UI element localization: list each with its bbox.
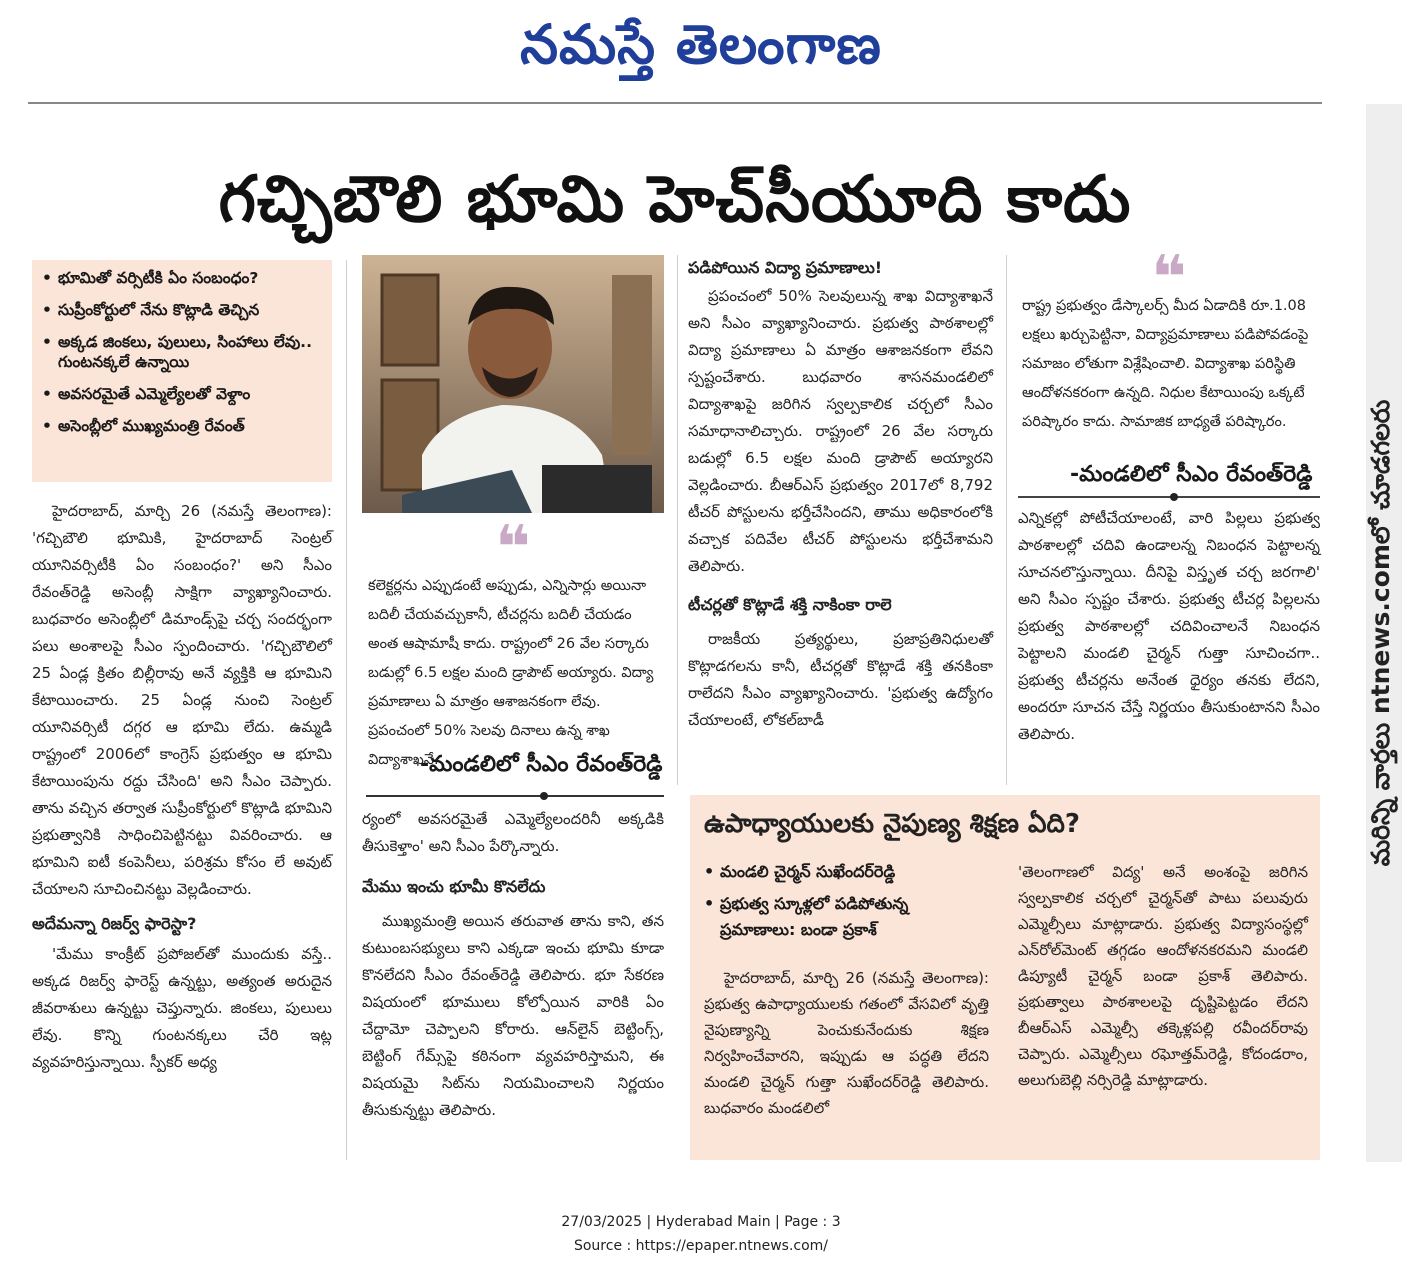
footer-date-edition: 27/03/2025 | Hyderabad Main | Page : 3 xyxy=(561,1214,841,1230)
article-column-2 xyxy=(362,806,664,1124)
quote-attribution-1: -మండలిలో సీఎం రేవంత్‌రెడ్డి xyxy=(420,752,663,777)
story-highlight-item xyxy=(704,859,989,885)
page-footer xyxy=(0,1210,1402,1258)
highlights-box xyxy=(32,260,332,482)
article-paragraph: ర్యంలో అవసరమైతే ఎమ్మెల్యేలందరినీ అక్కడికి తీసుకెళ్తాం' అని సీఎం పేర్కొన్నారు. xyxy=(362,810,664,855)
article-paragraph: ఎన్నికల్లో పోటీచేయాలంటే, వారి పిల్లలు ప్రభుత్వ పాఠశాలల్లో చదివి ఉండాలన్న నిబంధన పెట్టాలన్న సూచనలొస్తున్నాయి. దీనిపై విస్తృత చర్చ జరగాలి' అని సీఎం స్పష్టం చేశారు. ప్రభుత్వ టీచర్ల పిల్లలను ప్రభుత్వ పాఠశాలల్లో చదివించాలనే నిబంధన పెట్టాలని మండలి చైర్మన్ గుత్తా సూచించగా.. ప్రభుత్వ టీచర్లను అనేంత ధైర్యం తనకు లేదని, అందరూ సూచన చేస్తే నిర్ణయం తీసుకుంటానని సీఎం తెలిపారు. xyxy=(1018,509,1320,743)
article-column-1 xyxy=(32,498,332,1076)
article-paragraph: రాజకీయ ప్రత్యర్థులు, ప్రజాప్రతినిధులతో కొట్లాడగలను కానీ, టీచర్లతో కొట్లాడే శక్తి తనకింకా రాలేదని సీఎం వ్యాఖ్యానించారు. 'ప్రభుత్వ ఉద్యోగం చేయాలంటే, లోకల్‌బాడీ xyxy=(688,630,993,729)
article-paragraph: హైదరాబాద్, మార్చి 26 (నమస్తే తెలంగాణ): 'గచ్చిబౌలి భూమికి, హైదరాబాద్ సెంట్రల్ యూనివర్సిటీకి ఏం సంబంధం?' అని సీఎం రేవంత్‌రెడ్డి అసెంబ్లీ సాక్షిగా వ్యాఖ్యానించారు. బుధవారం అసెంబ్లీలో డిమాండ్స్‌పై చర్చ సందర్భంగా పలు అంశాలపై సీఎం స్పందించారు. 'గచ్చిబౌలిలో 25 ఏండ్ల క్రితం బిల్లీరావు అనే వ్యక్తికి ఆ భూమిని కేటాయించారు. 25 ఏండ్ల నుంచి సెంట్రల్ యూనివర్సిటీ దగ్గర ఆ భూమి లేదు. ఉమ్మడి రాష్ట్రంలో 2006లో కాంగ్రెస్ ప్రభుత్వం ఆ భూమి కేటాయింపును రద్దు చేసింది' అని సీఎం చెప్పారు. తాను వచ్చిన తర్వాత సుప్రీంకోర్టులో కొట్లాడి భూమిని ప్రభుత్వానికి సాధించిపెట్టినట్టు వివరించారు. ఆ భూమిని ఐటీ కంపెనీలు, పరిశ్రమ కోసం లే అవుట్ చేయాలని సూచించినట్టు వెల్లడించారు. xyxy=(32,502,332,898)
article-paragraph: 'మేము కాంక్రీట్ ప్రపోజల్‌తో ముందుకు వస్తే.. అక్కడ రిజర్వ్ ఫారెస్ట్ ఉన్నట్టు, అత్యంత అరుదైన జీవరాశులు ఉన్నట్టు చెప్తున్నారు. జింకలు, పులులు లేవు. కొన్ని గుంటనక్కలు చేరి ఇట్ల వ్యవహరిస్తున్నాయి. స్పీకర్ అధ్య xyxy=(32,945,332,1071)
masthead-logo: నమస్తే తెలంగాణ xyxy=(520,12,882,76)
bullet-icon: • xyxy=(704,862,715,881)
divider-dot xyxy=(1170,493,1178,501)
story-title: ఉపాధ్యాయులకు నైపుణ్య శిక్షణ ఏది? xyxy=(704,809,1080,839)
article-paragraph: హైదరాబాద్, మార్చి 26 (నమస్తే తెలంగాణ): ప్రభుత్వ ఉపాధ్యాయులకు గతంలో వేసవిలో వృత్తి నైపుణ్యాన్ని పెంచుకునేందుకు శిక్షణ నిర్వహించేవారని, ఇప్పుడు ఆ పద్ధతి లేదని మండలి చైర్మన్ గుత్తా సుఖేందర్‌రెడ్డి తెలిపారు. బుధవారం మండలిలో xyxy=(704,969,989,1117)
highlight-item: • సుప్రీంకోర్టులో నేను కొట్లాడి తెచ్చిన xyxy=(42,300,324,320)
quote-text-1: కలెక్టర్లను ఎప్పుడంటే అప్పుడు, ఎన్నిసార్లు అయినా బదిలీ చేయవచ్చుకానీ, టీచర్లను బదిలీ చేయడం అంత ఆషామాషీ కాదు. రాష్ట్రంలో 26 వేల సర్కారు బడుల్లో 6.5 లక్షల మంది డ్రాపౌట్ అయ్యారు. విద్యా ప్రమాణాలు ఏ మాత్రం ఆశాజనకంగా లేవు. ప్రపంచంలో 50% సెలవు దినాలు ఉన్న శాఖ విద్యాశాఖనే. xyxy=(368,578,654,768)
highlight-item: • అక్కడ జింకలు, పులులు, సింహాలు లేవు.. గుంటనక్కలే ఉన్నాయి xyxy=(42,332,324,372)
article-column-4 xyxy=(1018,505,1320,748)
subheading: మేము ఇంచు భూమీ కొనలేదు xyxy=(362,877,546,896)
subheading: అదేమన్నా రిజర్వ్ ఫారెస్టా? xyxy=(32,914,197,933)
footer-source: Source : https://epaper.ntnews.com/ xyxy=(573,1238,829,1254)
column-rule xyxy=(1006,255,1007,785)
cm-speaking-photo xyxy=(362,255,664,513)
quote-box-1 xyxy=(362,513,664,583)
story-highlights xyxy=(704,859,989,943)
quote-icon: ❝ xyxy=(1151,243,1187,313)
bullet-icon: • xyxy=(704,894,715,913)
article-paragraph: ముఖ్యమంత్రి అయిన తరువాత తాను కాని, తన కుటుంబసభ్యులు కాని ఎక్కడా ఇంచు భూమి కూడా కొనలేదని సీఎం రేవంత్‌రెడ్డి తెలిపారు. భూ సేకరణ విషయంలో భూములు కోల్పోయిన వారికి ఏం చేద్దామో చెప్పాలని కోరారు. ఆన్‌లైన్ బెట్టింగ్స్, బెట్టింగ్ గేమ్స్‌పై కఠినంగా వ్యవహరిస్తామని, ఈ విషయమై సిట్‌ను నియమించాలని నిర్ణయం తీసుకున్నట్టు తెలిపారు. xyxy=(362,912,664,1119)
story-highlight-text: ప్రభుత్వ స్కూళ్లలో పడిపోతున్న ప్రమాణాలు: బండా ప్రకాశ్ xyxy=(720,894,909,939)
highlight-item: • అవసరమైతే ఎమ్మెల్యేలతో వెళ్దాం xyxy=(42,384,324,404)
story-box-teacher-training xyxy=(690,795,1320,1160)
headline: గచ్చిబౌలి భూమి హెచ్‌సీయూది కాదు xyxy=(218,163,1132,237)
masthead-divider xyxy=(28,102,1322,104)
vertical-promo-text: మరిన్ని వార్తలు ntnews.comలో చూడగలరు xyxy=(1366,399,1395,867)
subheading: పడిపోయిన విద్యా ప్రమాణాలు! xyxy=(688,258,883,277)
highlight-item: • భూమితో వర్సిటీకి ఏం సంబంధం? xyxy=(42,268,324,288)
column-rule xyxy=(677,255,678,785)
highlight-item: • అసెంబ్లీలో ముఖ్యమంత్రి రేవంత్ xyxy=(42,416,324,436)
story-highlight-text: మండలి చైర్మన్ సుఖేందర్‌రెడ్డి xyxy=(720,862,896,881)
vertical-promo-strip xyxy=(1366,104,1402,1162)
article-paragraph: ప్రపంచంలో 50% సెలవులున్న శాఖ విద్యాశాఖనే అని సీఎం వ్యాఖ్యానించారు. ప్రభుత్వ పాఠశాలల్లో విద్యా ప్రమాణాలు ఏ మాత్రం ఆశాజనకంగా లేవని స్పష్టంచేశారు. బుధవారం శాసనమండలిలో విద్యాశాఖపై జరిగిన స్వల్పకాలిక చర్చలో సీఎం సమాధానాలిచ్చారు. రాష్ట్రంలో 26 వేల సర్కారు బడుల్లో 6.5 లక్షల మంది డ్రాపౌట్ అయ్యారని వెల్లడించారు. బీఆర్‌ఎస్ ప్రభుత్వం 2017లో 8,792 టీచర్ పోస్టులను భర్తీచేసిందని, తాము అధికారంలోకి వచ్చాక పదివేల టీచర్ పోస్టులను భర్తీచేశామని తెలిపారు. xyxy=(688,287,993,575)
article-paragraph: 'తెలంగాణలో విద్య' అనే అంశంపై జరిగిన స్వల్పకాలిక చర్చలో చైర్మన్‌తో పాటు పలువురు ఎమ్మెల్సీలు మాట్లాడారు. ప్రభుత్వ విద్యాసంస్థల్లో ఎన్‌రోల్‌మెంట్ తగ్గడం ఆందోళనకరమని మండలి డిప్యూటీ చైర్మన్ బండా ప్రకాశ్ తెలిపారు. ప్రభుత్వాలు పాఠశాలలపై దృష్టిపెట్టడం లేదని బీఆర్‌ఎస్ ఎమ్మెల్సీ తక్కెళ్లపల్లి రవీందర్‌రావు చెప్పారు. ఎమ్మెల్సీలు రఘోత్తమ్‌రెడ్డి, కోదండరాం, అలుగుబెల్లి నర్సిరెడ్డి మాట్లాడారు. xyxy=(1018,863,1308,1089)
quote-attribution-2: -మండలిలో సీఎం రేవంత్‌రెడ్డి xyxy=(1070,462,1313,487)
story-paragraph-left xyxy=(704,965,989,1121)
assembly-photo-image xyxy=(362,255,664,513)
story-paragraph-right xyxy=(1018,859,1308,1093)
subheading: టీచర్లతో కొట్లాడే శక్తి నాకింకా రాలె xyxy=(688,595,892,614)
quote-divider xyxy=(366,795,664,797)
column-rule xyxy=(346,260,347,1160)
divider-dot xyxy=(540,792,548,800)
quote-divider xyxy=(1018,496,1320,498)
story-highlight-item xyxy=(704,891,989,943)
quote-text-2: రాష్ట్ర ప్రభుత్వం డేస్కాలర్స్ మీద ఏడాదికి రూ.1.08 లక్షలు ఖర్చుపెట్టినా, విద్యాప్రమాణాలు పడిపోవడంపై సమాజం లోతుగా విశ్లేషించాలి. విద్యాశాఖ పరిస్థితి ఆందోళనకరంగా ఉన్నది. నిధుల కేటాయింపు ఒక్కటే పరిష్కారం కాదు. సామాజిక బాధ్యతే పరిష్కారం. xyxy=(1022,298,1309,430)
quote-icon: ❝ xyxy=(495,513,531,583)
article-column-3 xyxy=(688,255,993,734)
